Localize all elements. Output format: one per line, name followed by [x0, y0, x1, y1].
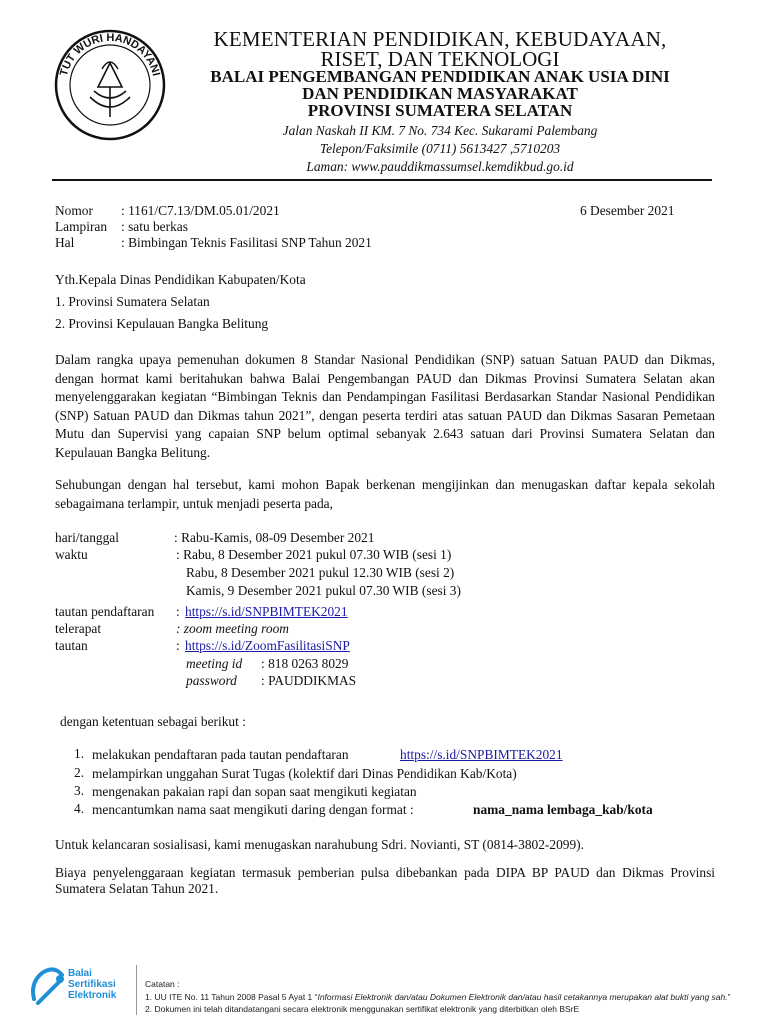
footer-note-2: 2. Dokumen ini telah ditandatangani secara elektronik menggunakan sertifikat elektronik yang diterbitkan oleh BSrE	[145, 1004, 580, 1014]
letterhead	[0, 0, 768, 180]
ministry-name-2: RISET, DAN TEKNOLOGI	[320, 47, 560, 71]
province-name: PROVINSI SUMATERA SELATAN	[307, 101, 573, 120]
ketentuan-text-2: melampirkan unggahan Surat Tugas (kolektif dari Dinas Pendidikan Kab/Kota)	[92, 766, 517, 781]
waktu-session-1: : Rabu, 8 Desember 2021 pukul 07.30 WIB (sesi 1)	[176, 547, 452, 562]
password-label: password	[186, 673, 237, 688]
meeting-id-value: : 818 0263 8029	[261, 656, 349, 671]
letter-date: 6 Desember 2021	[580, 203, 675, 218]
ketentuan-text-4: mencantumkan nama saat mengikuti daring dengan format :	[92, 802, 414, 817]
hal-value: : Bimbingan Teknis Fasilitasi SNP Tahun 2021	[121, 235, 372, 250]
waktu-session-2: Rabu, 8 Desember 2021 pukul 12.30 WIB (sesi 2)	[186, 565, 455, 580]
registration-link[interactable]: https://s.id/SNPBIMTEK2021	[185, 604, 348, 619]
footer	[0, 955, 768, 1024]
zoom-link[interactable]: https://s.id/ZoomFasilitasiSNP	[185, 638, 350, 653]
footer-note-1	[145, 992, 765, 1002]
hal-label: Hal	[55, 235, 75, 250]
ketentuan-link-1[interactable]: https://s.id/SNPBIMTEK2021	[400, 747, 563, 762]
ketentuan-bold-4: nama_nama lembaga_kab/kota	[473, 802, 653, 817]
password-value: : PAUDDIKMAS	[261, 673, 357, 688]
hari-value: : Rabu-Kamis, 08-09 Desember 2021	[174, 530, 375, 545]
note-1-prefix: 1. UU ITE No. 11 Tahun 2008 Pasal 5 Ayat 1 “	[145, 992, 318, 1002]
tut-wuri-handayani-logo	[50, 25, 170, 145]
balai-name-1: BALAI PENGEMBANGAN PENDIDIKAN ANAK USIA DINI	[210, 67, 670, 86]
ministry-name-1: KEMENTERIAN PENDIDIKAN, KEBUDAYAAN,	[213, 27, 667, 51]
catatan-label: Catatan :	[145, 979, 180, 989]
logo-arc-text: TUT WURI HANDAYANI	[58, 31, 162, 78]
svg-text:TUT WURI HANDAYANI	[58, 32, 162, 77]
header-divider	[52, 179, 712, 181]
recipient-item-1: 1. Provinsi Sumatera Selatan	[55, 294, 210, 309]
address-line: Jalan Naskah II KM. 7 No. 734 Kec. Sukarami Palembang	[282, 123, 598, 138]
body-paragraph-2: Sehubungan dengan hal tersebut, kami mohon Bapak berkenan mengijinkan dan menugaskan daftar kepala sekolah sebagaimana terlampir, untuk menjadi peserta pada,	[55, 477, 715, 511]
lampiran-label: Lampiran	[55, 219, 108, 234]
ketentuan-intro: dengan ketentuan sebagai berikut :	[60, 714, 246, 729]
tautan-label: tautan	[55, 638, 88, 653]
ketentuan-num-2: 2.	[74, 765, 85, 780]
website-line: Laman: www.pauddikmassumsel.kemdikbud.go.id	[306, 159, 574, 174]
tautan-colon: :	[176, 638, 180, 653]
ketentuan-num-1: 1.	[74, 746, 85, 761]
nomor-label: Nomor	[55, 203, 93, 218]
nomor-value: : 1161/C7.13/DM.05.01/2021	[121, 203, 280, 218]
registration-colon: :	[176, 604, 180, 619]
bsre-name-1: Balai	[68, 968, 92, 979]
ketentuan-num-4: 4.	[74, 801, 85, 816]
registration-link-label: tautan pendaftaran	[55, 604, 155, 619]
note-1-suffix: ”	[727, 992, 731, 1002]
hari-label: hari/tanggal	[55, 530, 119, 545]
bsre-logo-icon	[28, 965, 68, 1009]
ketentuan-text-1: melakukan pendaftaran pada tautan pendaftaran	[92, 747, 349, 762]
waktu-label: waktu	[55, 547, 88, 562]
waktu-session-3: Kamis, 9 Desember 2021 pukul 07.30 WIB (sesi 3)	[186, 583, 461, 598]
bsre-name-2: Sertifikasi	[68, 979, 116, 990]
bsre-name-3: Elektronik	[68, 990, 117, 1001]
meeting-id-label: meeting id	[186, 656, 243, 671]
phone-line: Telepon/Faksimile (0711) 5613427 ,5710203	[319, 141, 561, 156]
telerapat-value: : zoom meeting room	[176, 621, 289, 636]
recipient-item-2: 2. Provinsi Kepulauan Bangka Belitung	[55, 316, 269, 331]
ketentuan-text-3: mengenakan pakaian rapi dan sopan saat mengikuti kegiatan	[92, 784, 417, 799]
ketentuan-num-3: 3.	[74, 783, 85, 798]
balai-name-2: DAN PENDIDIKAN MASYARAKAT	[302, 84, 578, 103]
footer-vertical-divider	[136, 965, 137, 1015]
body-paragraph-1: Dalam rangka upaya pemenuhan dokumen 8 Standar Nasional Pendidikan (SNP) satuan Satuan PAUD dan Dikmas, dengan hormat kami beritahukan bahwa Balai Pengembangan PAUD dan Dikmas Provinsi Sumatera Selatan akan menyelenggarakan kegiatan “Bimbingan Teknis dan Pendampingan Fasilitasi Berdasarkan Standar Nasional Pendidikan (SNP) Satuan PAUD dan Dikmas tahun 2021”, dengan peserta terdiri atas satuan PAUD dan Dikmas Sasaran Pemetaan Mutu dan Supervisi yang capaian SNP belum optimal sebanyak 2.643 satuan dari Provinsi Sumatera Selatan dan Kepulauan Bangka Belitung.	[55, 352, 715, 460]
funding-paragraph: Biaya penyelenggaraan kegiatan termasuk pemberian pulsa dibebankan pada DIPA BP PAUD dan Dikmas Provinsi Sumatera Selatan Tahun 2021.	[55, 865, 715, 896]
recipient-line: Yth.Kepala Dinas Pendidikan Kabupaten/Kota	[55, 272, 306, 287]
contact-paragraph: Untuk kelancaran sosialisasi, kami menugaskan narahubung Sdri. Novianti, ST (0814-3802-2099).	[55, 837, 584, 852]
note-1-italic: Informasi Elektronik dan/atau Dokumen Elektronik dan/atau hasil cetakannya merupakan alat bukti yang sah.	[317, 992, 728, 1002]
lampiran-value: : satu berkas	[121, 219, 188, 234]
telerapat-label: telerapat	[55, 621, 102, 636]
